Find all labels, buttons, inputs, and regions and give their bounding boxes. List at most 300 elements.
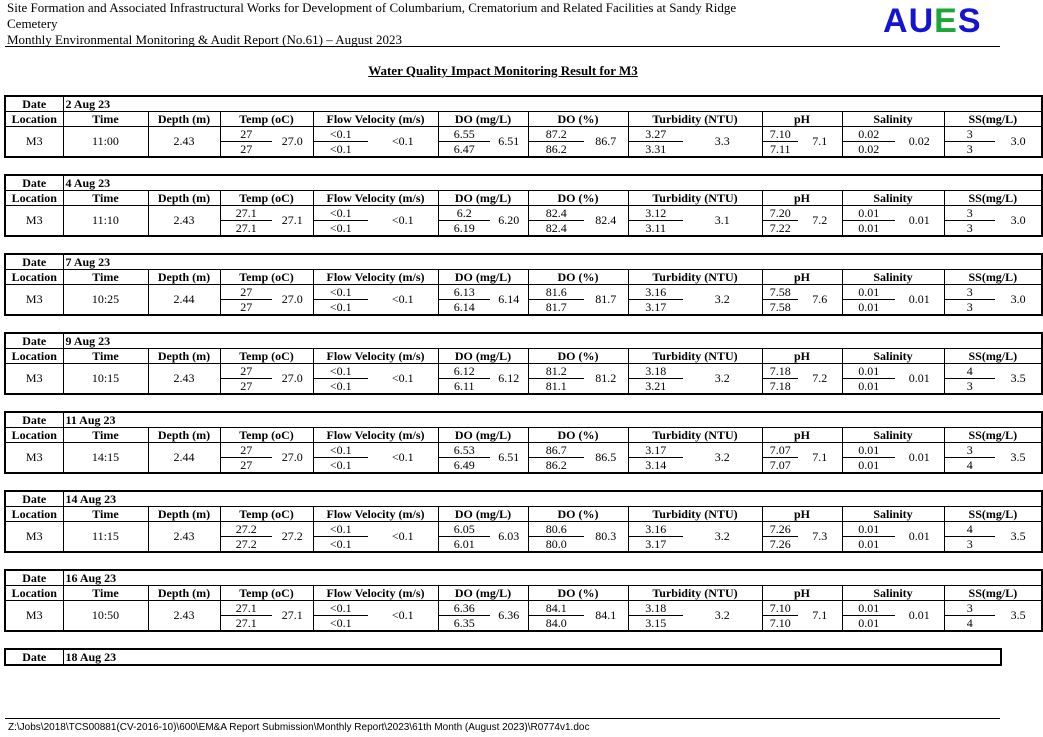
date-value: 16 Aug 23 [63, 570, 1042, 586]
salinity-reading-2: 0.01 [842, 379, 895, 395]
ss-reading-1: 4 [944, 364, 995, 379]
do-mgl-header: DO (mg/L) [438, 112, 528, 127]
do-mgl-reading-2: 6.19 [438, 221, 490, 237]
ph-average: 7.2 [798, 206, 842, 237]
ss-header: SS(mg/L) [944, 507, 1042, 522]
date-value: 9 Aug 23 [63, 333, 1042, 349]
temp-average: 27.0 [272, 364, 313, 395]
date-value: 11 Aug 23 [63, 412, 1042, 428]
date-label: Date [5, 491, 63, 507]
flow-reading-1: <0.1 [313, 206, 368, 221]
date-label: Date [5, 570, 63, 586]
flow-header: Flow Velocity (m/s) [313, 191, 438, 206]
ph-header: pH [762, 586, 842, 601]
salinity-average: 0.02 [895, 127, 944, 158]
depth-header: Depth (m) [148, 191, 220, 206]
logo-letter-u: U [908, 2, 935, 40]
turbidity-reading-2: 3.21 [628, 379, 683, 395]
temp-average: 27.0 [272, 127, 313, 158]
temp-reading-2: 27 [220, 379, 272, 395]
temp-header: Temp (oC) [220, 507, 313, 522]
monitoring-result-table [4, 490, 1043, 553]
ss-header: SS(mg/L) [944, 428, 1042, 443]
turbidity-header: Turbidity (NTU) [628, 349, 762, 364]
turbidity-reading-1: 3.16 [628, 285, 683, 300]
do-pct-average: 81.2 [584, 364, 628, 395]
do-pct-average: 81.7 [584, 285, 628, 316]
ss-average: 3.0 [995, 127, 1042, 158]
date-label: Date [5, 254, 63, 270]
temp-reading-1: 27 [220, 443, 272, 458]
aues-logo [883, 2, 982, 40]
ph-header: pH [762, 191, 842, 206]
ss-average: 3.0 [995, 285, 1042, 316]
depth-cell: 2.43 [148, 364, 220, 395]
do-mgl-header: DO (mg/L) [438, 349, 528, 364]
do-mgl-reading-1: 6.36 [438, 601, 490, 616]
do-mgl-reading-2: 6.11 [438, 379, 490, 395]
turbidity-reading-1: 3.16 [628, 522, 683, 537]
ss-reading-1: 3 [944, 285, 995, 300]
flow-reading-1: <0.1 [313, 364, 368, 379]
time-header: Time [63, 586, 148, 601]
turbidity-header: Turbidity (NTU) [628, 270, 762, 285]
turbidity-header: Turbidity (NTU) [628, 507, 762, 522]
time-header: Time [63, 112, 148, 127]
do-mgl-reading-1: 6.2 [438, 206, 490, 221]
ph-header: pH [762, 507, 842, 522]
date-value: 18 Aug 23 [63, 649, 1001, 665]
turbidity-average: 3.3 [683, 127, 762, 158]
temp-reading-2: 27 [220, 300, 272, 316]
location-cell: M3 [5, 206, 63, 237]
do-mgl-reading-1: 6.05 [438, 522, 490, 537]
turbidity-reading-1: 3.12 [628, 206, 683, 221]
location-cell: M3 [5, 364, 63, 395]
turbidity-reading-2: 3.17 [628, 300, 683, 316]
ss-reading-2: 3 [944, 537, 995, 553]
time-header: Time [63, 270, 148, 285]
time-cell: 10:50 [63, 601, 148, 632]
ph-average: 7.3 [798, 522, 842, 553]
turbidity-header: Turbidity (NTU) [628, 428, 762, 443]
do-pct-reading-1: 81.2 [528, 364, 584, 379]
salinity-header: Salinity [842, 586, 944, 601]
flow-reading-2: <0.1 [313, 142, 368, 158]
depth-cell: 2.44 [148, 285, 220, 316]
depth-cell: 2.43 [148, 522, 220, 553]
do-pct-reading-2: 81.7 [528, 300, 584, 316]
ph-header: pH [762, 112, 842, 127]
ph-average: 7.2 [798, 364, 842, 395]
ph-average: 7.1 [798, 127, 842, 158]
temp-header: Temp (oC) [220, 191, 313, 206]
location-cell: M3 [5, 522, 63, 553]
do-mgl-reading-1: 6.55 [438, 127, 490, 142]
flow-reading-2: <0.1 [313, 300, 368, 316]
ph-reading-1: 7.58 [762, 285, 798, 300]
ss-reading-2: 3 [944, 142, 995, 158]
logo-letter-s: S [957, 2, 982, 40]
temp-reading-1: 27 [220, 285, 272, 300]
turbidity-average: 3.1 [683, 206, 762, 237]
flow-reading-2: <0.1 [313, 616, 368, 632]
salinity-average: 0.01 [895, 206, 944, 237]
turbidity-reading-1: 3.17 [628, 443, 683, 458]
ph-header: pH [762, 428, 842, 443]
ss-reading-2: 4 [944, 616, 995, 632]
flow-reading-1: <0.1 [313, 522, 368, 537]
location-header: Location [5, 270, 63, 285]
ph-reading-2: 7.22 [762, 221, 798, 237]
turbidity-reading-2: 3.17 [628, 537, 683, 553]
monitoring-result-table [4, 569, 1043, 632]
footer-rule [5, 718, 1000, 719]
salinity-reading-2: 0.01 [842, 458, 895, 474]
flow-reading-1: <0.1 [313, 443, 368, 458]
date-value: 7 Aug 23 [63, 254, 1042, 270]
ss-average: 3.5 [995, 522, 1042, 553]
salinity-average: 0.01 [895, 285, 944, 316]
temp-reading-1: 27.2 [220, 522, 272, 537]
location-cell: M3 [5, 285, 63, 316]
do-mgl-average: 6.12 [490, 364, 528, 395]
ss-reading-1: 3 [944, 601, 995, 616]
ss-header: SS(mg/L) [944, 270, 1042, 285]
time-header: Time [63, 507, 148, 522]
flow-reading-1: <0.1 [313, 285, 368, 300]
do-mgl-header: DO (mg/L) [438, 270, 528, 285]
ss-reading-2: 3 [944, 379, 995, 395]
turbidity-average: 3.2 [683, 522, 762, 553]
do-mgl-average: 6.20 [490, 206, 528, 237]
do-pct-reading-1: 87.2 [528, 127, 584, 142]
salinity-header: Salinity [842, 270, 944, 285]
flow-header: Flow Velocity (m/s) [313, 507, 438, 522]
salinity-reading-2: 0.01 [842, 537, 895, 553]
turbidity-reading-1: 3.27 [628, 127, 683, 142]
salinity-reading-1: 0.01 [842, 443, 895, 458]
ph-average: 7.6 [798, 285, 842, 316]
project-title-line-1: Site Formation and Associated Infrastructural Works for Development of Columbarium, Crematorium and Related Facilities at Sandy Ridge [7, 0, 737, 15]
salinity-reading-2: 0.01 [842, 221, 895, 237]
do-mgl-header: DO (mg/L) [438, 191, 528, 206]
flow-reading-2: <0.1 [313, 537, 368, 553]
date-label: Date [5, 412, 63, 428]
depth-cell: 2.43 [148, 206, 220, 237]
do-pct-reading-2: 86.2 [528, 458, 584, 474]
depth-header: Depth (m) [148, 586, 220, 601]
salinity-reading-1: 0.01 [842, 601, 895, 616]
turbidity-average: 3.2 [683, 443, 762, 474]
flow-average: <0.1 [368, 285, 438, 316]
do-pct-reading-2: 86.2 [528, 142, 584, 158]
file-path-footer: Z:\Jobs\2018\TCS00881(CV-2016-10)\600\EM&A Report Submission\Monthly Report\2023\61th Month (August 2023)\R0774v1.doc [8, 722, 590, 733]
date-label: Date [5, 333, 63, 349]
time-header: Time [63, 428, 148, 443]
date-label: Date [5, 96, 63, 112]
turbidity-average: 3.2 [683, 601, 762, 632]
flow-header: Flow Velocity (m/s) [313, 112, 438, 127]
flow-header: Flow Velocity (m/s) [313, 428, 438, 443]
time-header: Time [63, 191, 148, 206]
depth-header: Depth (m) [148, 428, 220, 443]
turbidity-reading-2: 3.14 [628, 458, 683, 474]
location-header: Location [5, 507, 63, 522]
depth-cell: 2.43 [148, 127, 220, 158]
temp-header: Temp (oC) [220, 586, 313, 601]
monitoring-result-table [4, 332, 1043, 395]
flow-header: Flow Velocity (m/s) [313, 349, 438, 364]
flow-header: Flow Velocity (m/s) [313, 586, 438, 601]
do-mgl-header: DO (mg/L) [438, 507, 528, 522]
salinity-header: Salinity [842, 349, 944, 364]
logo-letter-a: A [883, 2, 909, 40]
project-title-line-2: Cemetery [7, 16, 58, 31]
do-mgl-reading-2: 6.49 [438, 458, 490, 474]
turbidity-average: 3.2 [683, 285, 762, 316]
ss-header: SS(mg/L) [944, 112, 1042, 127]
do-mgl-reading-2: 6.01 [438, 537, 490, 553]
do-mgl-average: 6.51 [490, 127, 528, 158]
do-pct-header: DO (%) [528, 270, 628, 285]
ss-reading-1: 3 [944, 443, 995, 458]
do-mgl-average: 6.03 [490, 522, 528, 553]
temp-reading-1: 27 [220, 364, 272, 379]
temp-average: 27.0 [272, 285, 313, 316]
time-cell: 10:25 [63, 285, 148, 316]
flow-reading-1: <0.1 [313, 601, 368, 616]
location-header: Location [5, 586, 63, 601]
temp-reading-2: 27.2 [220, 537, 272, 553]
turbidity-header: Turbidity (NTU) [628, 112, 762, 127]
flow-average: <0.1 [368, 601, 438, 632]
do-mgl-header: DO (mg/L) [438, 428, 528, 443]
date-label: Date [5, 175, 63, 191]
do-pct-header: DO (%) [528, 586, 628, 601]
temp-average: 27.1 [272, 206, 313, 237]
logo-letter-e: E [934, 2, 958, 40]
salinity-reading-1: 0.02 [842, 127, 895, 142]
salinity-reading-1: 0.01 [842, 285, 895, 300]
ph-reading-2: 7.18 [762, 379, 798, 395]
flow-reading-1: <0.1 [313, 127, 368, 142]
salinity-header: Salinity [842, 428, 944, 443]
time-cell: 10:15 [63, 364, 148, 395]
location-cell: M3 [5, 127, 63, 158]
turbidity-reading-1: 3.18 [628, 364, 683, 379]
ph-reading-1: 7.10 [762, 127, 798, 142]
ss-reading-1: 3 [944, 206, 995, 221]
do-mgl-reading-2: 6.47 [438, 142, 490, 158]
do-pct-header: DO (%) [528, 507, 628, 522]
salinity-header: Salinity [842, 112, 944, 127]
ph-reading-1: 7.26 [762, 522, 798, 537]
ss-average: 3.5 [995, 364, 1042, 395]
do-mgl-reading-1: 6.12 [438, 364, 490, 379]
temp-reading-2: 27.1 [220, 221, 272, 237]
temp-average: 27.0 [272, 443, 313, 474]
do-pct-header: DO (%) [528, 191, 628, 206]
do-pct-reading-1: 81.6 [528, 285, 584, 300]
salinity-header: Salinity [842, 191, 944, 206]
salinity-header: Salinity [842, 507, 944, 522]
date-value: 14 Aug 23 [63, 491, 1042, 507]
salinity-reading-2: 0.01 [842, 616, 895, 632]
flow-reading-2: <0.1 [313, 458, 368, 474]
location-header: Location [5, 428, 63, 443]
salinity-average: 0.01 [895, 443, 944, 474]
turbidity-header: Turbidity (NTU) [628, 586, 762, 601]
salinity-reading-2: 0.01 [842, 300, 895, 316]
do-pct-reading-2: 81.1 [528, 379, 584, 395]
ss-reading-2: 3 [944, 300, 995, 316]
flow-average: <0.1 [368, 443, 438, 474]
do-pct-reading-2: 82.4 [528, 221, 584, 237]
ph-reading-2: 7.58 [762, 300, 798, 316]
do-pct-reading-1: 84.1 [528, 601, 584, 616]
salinity-average: 0.01 [895, 522, 944, 553]
temp-reading-1: 27 [220, 127, 272, 142]
time-cell: 14:15 [63, 443, 148, 474]
report-subtitle: Monthly Environmental Monitoring & Audit Report (No.61) – August 2023 [7, 32, 403, 47]
depth-cell: 2.44 [148, 443, 220, 474]
temp-average: 27.1 [272, 601, 313, 632]
ph-reading-2: 7.07 [762, 458, 798, 474]
do-pct-average: 82.4 [584, 206, 628, 237]
turbidity-header: Turbidity (NTU) [628, 191, 762, 206]
ss-header: SS(mg/L) [944, 349, 1042, 364]
turbidity-reading-2: 3.31 [628, 142, 683, 158]
monitoring-result-table [4, 253, 1043, 316]
do-pct-header: DO (%) [528, 428, 628, 443]
temp-average: 27.2 [272, 522, 313, 553]
depth-header: Depth (m) [148, 112, 220, 127]
ss-reading-2: 3 [944, 221, 995, 237]
do-pct-average: 84.1 [584, 601, 628, 632]
do-pct-reading-2: 84.0 [528, 616, 584, 632]
depth-header: Depth (m) [148, 270, 220, 285]
ss-reading-2: 4 [944, 458, 995, 474]
ss-header: SS(mg/L) [944, 586, 1042, 601]
ph-reading-1: 7.10 [762, 601, 798, 616]
temp-reading-1: 27.1 [220, 601, 272, 616]
ph-reading-1: 7.20 [762, 206, 798, 221]
do-pct-reading-1: 86.7 [528, 443, 584, 458]
location-header: Location [5, 349, 63, 364]
ph-header: pH [762, 270, 842, 285]
turbidity-average: 3.2 [683, 364, 762, 395]
temp-header: Temp (oC) [220, 428, 313, 443]
temp-reading-2: 27 [220, 142, 272, 158]
ph-reading-1: 7.18 [762, 364, 798, 379]
flow-reading-2: <0.1 [313, 379, 368, 395]
ph-header: pH [762, 349, 842, 364]
ph-reading-2: 7.26 [762, 537, 798, 553]
monitoring-result-table [4, 95, 1043, 158]
depth-header: Depth (m) [148, 507, 220, 522]
flow-average: <0.1 [368, 127, 438, 158]
ss-reading-1: 4 [944, 522, 995, 537]
depth-cell: 2.43 [148, 601, 220, 632]
report-header [7, 0, 877, 48]
salinity-reading-1: 0.01 [842, 522, 895, 537]
temp-reading-2: 27.1 [220, 616, 272, 632]
salinity-average: 0.01 [895, 601, 944, 632]
temp-reading-1: 27.1 [220, 206, 272, 221]
location-header: Location [5, 112, 63, 127]
time-cell: 11:10 [63, 206, 148, 237]
monitoring-result-table-partial [4, 648, 1002, 666]
ss-average: 3.5 [995, 443, 1042, 474]
ss-average: 3.5 [995, 601, 1042, 632]
do-mgl-header: DO (mg/L) [438, 586, 528, 601]
do-pct-average: 86.5 [584, 443, 628, 474]
monitoring-result-table [4, 174, 1043, 237]
location-cell: M3 [5, 443, 63, 474]
do-pct-average: 86.7 [584, 127, 628, 158]
flow-header: Flow Velocity (m/s) [313, 270, 438, 285]
do-mgl-reading-2: 6.14 [438, 300, 490, 316]
do-pct-reading-1: 82.4 [528, 206, 584, 221]
temp-header: Temp (oC) [220, 349, 313, 364]
temp-reading-2: 27 [220, 458, 272, 474]
time-cell: 11:15 [63, 522, 148, 553]
turbidity-reading-2: 3.11 [628, 221, 683, 237]
flow-reading-2: <0.1 [313, 221, 368, 237]
do-mgl-average: 6.51 [490, 443, 528, 474]
do-pct-reading-1: 80.6 [528, 522, 584, 537]
location-header: Location [5, 191, 63, 206]
do-mgl-average: 6.14 [490, 285, 528, 316]
ph-reading-2: 7.10 [762, 616, 798, 632]
temp-header: Temp (oC) [220, 270, 313, 285]
date-value: 2 Aug 23 [63, 96, 1042, 112]
date-label: Date [5, 649, 63, 665]
do-pct-reading-2: 80.0 [528, 537, 584, 553]
do-mgl-reading-1: 6.53 [438, 443, 490, 458]
location-cell: M3 [5, 601, 63, 632]
header-rule [5, 46, 1000, 47]
turbidity-reading-2: 3.15 [628, 616, 683, 632]
time-cell: 11:00 [63, 127, 148, 158]
salinity-reading-2: 0.02 [842, 142, 895, 158]
salinity-reading-1: 0.01 [842, 364, 895, 379]
ph-reading-1: 7.07 [762, 443, 798, 458]
flow-average: <0.1 [368, 522, 438, 553]
temp-header: Temp (oC) [220, 112, 313, 127]
ph-reading-2: 7.11 [762, 142, 798, 158]
ss-header: SS(mg/L) [944, 191, 1042, 206]
depth-header: Depth (m) [148, 349, 220, 364]
do-pct-header: DO (%) [528, 112, 628, 127]
flow-average: <0.1 [368, 364, 438, 395]
page-title: Water Quality Impact Monitoring Result for M3 [368, 63, 638, 78]
turbidity-reading-1: 3.18 [628, 601, 683, 616]
ss-reading-1: 3 [944, 127, 995, 142]
ph-average: 7.1 [798, 601, 842, 632]
ss-average: 3.0 [995, 206, 1042, 237]
do-mgl-reading-1: 6.13 [438, 285, 490, 300]
do-mgl-reading-2: 6.35 [438, 616, 490, 632]
flow-average: <0.1 [368, 206, 438, 237]
monitoring-result-table [4, 411, 1043, 474]
do-mgl-average: 6.36 [490, 601, 528, 632]
date-value: 4 Aug 23 [63, 175, 1042, 191]
time-header: Time [63, 349, 148, 364]
do-pct-header: DO (%) [528, 349, 628, 364]
ph-average: 7.1 [798, 443, 842, 474]
